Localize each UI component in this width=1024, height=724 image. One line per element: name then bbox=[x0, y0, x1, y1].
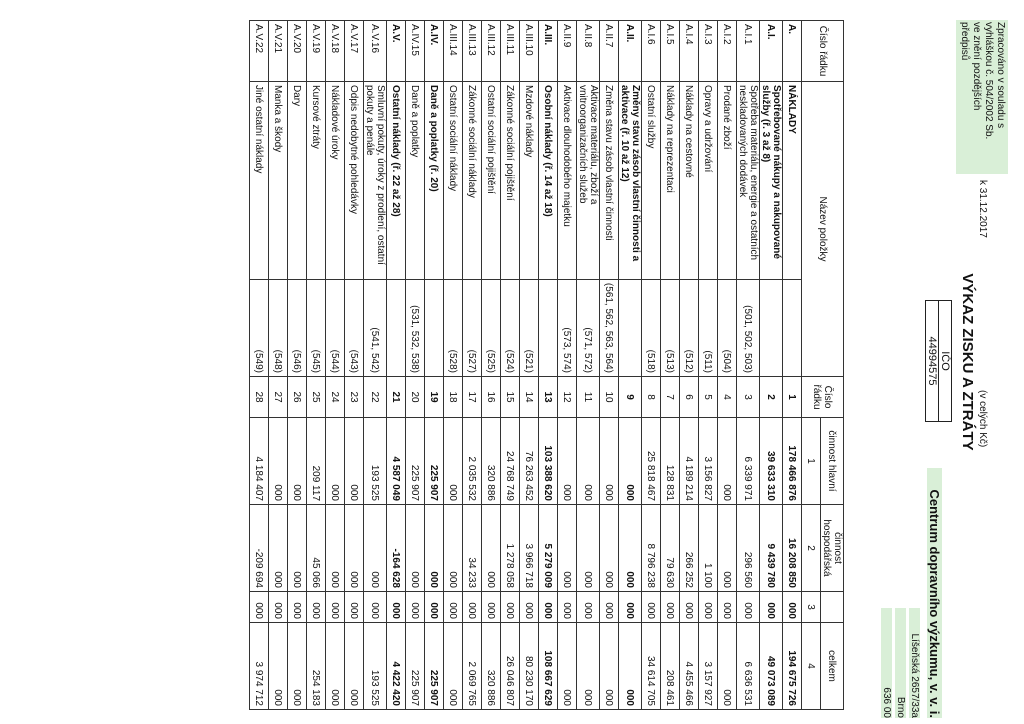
value-main: 193 525 bbox=[364, 418, 387, 505]
row-code: A.I.4 bbox=[680, 21, 699, 82]
row-name: Náklady na cestovné bbox=[680, 82, 699, 280]
value-main: 000 bbox=[326, 418, 345, 505]
column-index: 3 bbox=[802, 592, 821, 623]
value-main: 000 bbox=[619, 418, 642, 505]
row-name: Spotřebované nákupy a nakupované služby (ř. 3 až 8) bbox=[760, 82, 783, 280]
row-code: A.V. bbox=[387, 21, 406, 82]
row-account bbox=[387, 279, 406, 376]
row-account bbox=[760, 279, 783, 376]
table-row bbox=[406, 21, 425, 710]
value-col3: 000 bbox=[250, 592, 269, 623]
row-number: 1 bbox=[783, 377, 802, 418]
row-number: 15 bbox=[501, 377, 520, 418]
value-col3: 000 bbox=[619, 592, 642, 623]
value-economic: 79 630 bbox=[661, 505, 680, 592]
value-total: 000 bbox=[326, 623, 345, 710]
value-total: 26 046 807 bbox=[501, 623, 520, 710]
ico-box bbox=[925, 300, 952, 422]
value-col3: 000 bbox=[577, 592, 600, 623]
value-total: 3 157 927 bbox=[699, 623, 718, 710]
value-col3: 000 bbox=[387, 592, 406, 623]
row-name: Smluvní pokuty, úroky z prodlení, ostatní pokuty a penále bbox=[364, 82, 387, 280]
row-account: (501, 502, 503) bbox=[737, 279, 760, 376]
value-total: 194 675 726 bbox=[783, 623, 802, 710]
value-total: 000 bbox=[577, 623, 600, 710]
row-name: Ostatní služby bbox=[642, 82, 661, 280]
row-account: (513) bbox=[661, 279, 680, 376]
row-code: A.III.13 bbox=[463, 21, 482, 82]
value-total: 000 bbox=[619, 623, 642, 710]
row-account: (571, 572) bbox=[577, 279, 600, 376]
row-code: A.I.6 bbox=[642, 21, 661, 82]
row-code: A.I.2 bbox=[718, 21, 737, 82]
column-index: 2 bbox=[802, 505, 821, 592]
value-col3: 000 bbox=[269, 592, 288, 623]
row-account: (546) bbox=[288, 279, 307, 376]
value-main: 24 768 749 bbox=[501, 418, 520, 505]
table-row bbox=[387, 21, 406, 710]
value-main: 225 907 bbox=[406, 418, 425, 505]
row-account: (541, 542) bbox=[364, 279, 387, 376]
legal-note-line: ve znění pozdějších bbox=[971, 22, 982, 111]
table-row bbox=[345, 21, 364, 710]
value-total: 000 bbox=[288, 623, 307, 710]
legal-note-line: Zpracováno v souladu s bbox=[995, 22, 1006, 129]
row-number: 6 bbox=[680, 377, 699, 418]
row-name: Spotřeba materiálu, energie a ostatních neskladovaných dodávek bbox=[737, 82, 760, 280]
row-account bbox=[619, 279, 642, 376]
row-number: 7 bbox=[661, 377, 680, 418]
row-name: Mzdové náklady bbox=[520, 82, 539, 280]
row-name: Kursové ztráty bbox=[307, 82, 326, 280]
row-code: A.V.20 bbox=[288, 21, 307, 82]
row-account: (545) bbox=[307, 279, 326, 376]
value-total: 000 bbox=[558, 623, 577, 710]
value-col3: 000 bbox=[680, 592, 699, 623]
row-name: Osobní náklady (ř. 14 až 18) bbox=[539, 82, 558, 280]
row-account: (544) bbox=[326, 279, 345, 376]
value-col3: 000 bbox=[718, 592, 737, 623]
value-total: 000 bbox=[444, 623, 463, 710]
row-number: 26 bbox=[288, 377, 307, 418]
value-col3: 000 bbox=[783, 592, 802, 623]
value-total: 320 886 bbox=[482, 623, 501, 710]
row-name: Jiné ostatní náklady bbox=[250, 82, 269, 280]
row-number: 21 bbox=[387, 377, 406, 418]
row-name: Odpis nedobytné pohledávky bbox=[345, 82, 364, 280]
row-account: (524) bbox=[501, 279, 520, 376]
report-title: VÝKAZ ZISKU A ZTRÁTY bbox=[959, 273, 976, 451]
value-main: 225 907 bbox=[425, 418, 444, 505]
value-economic: 000 bbox=[364, 505, 387, 592]
row-code: A.IV.15 bbox=[406, 21, 425, 82]
value-col3: 000 bbox=[600, 592, 619, 623]
value-col3: 000 bbox=[326, 592, 345, 623]
row-name: Změna stavu zásob vlastní činnosti bbox=[600, 82, 619, 280]
value-main: 000 bbox=[558, 418, 577, 505]
row-number: 25 bbox=[307, 377, 326, 418]
row-name: Opravy a udržování bbox=[699, 82, 718, 280]
value-economic: 16 208 850 bbox=[783, 505, 802, 592]
value-main: 178 466 876 bbox=[783, 418, 802, 505]
value-total: 000 bbox=[269, 623, 288, 710]
value-total: 000 bbox=[345, 623, 364, 710]
value-main: 000 bbox=[269, 418, 288, 505]
row-account: (525) bbox=[482, 279, 501, 376]
value-economic: 1 100 bbox=[699, 505, 718, 592]
row-code: A.II. bbox=[619, 21, 642, 82]
organization-name: Centrum dopravního výzkumu, v. v. i. bbox=[927, 468, 942, 718]
value-col3: 000 bbox=[463, 592, 482, 623]
value-main: 320 886 bbox=[482, 418, 501, 505]
value-economic: 296 560 bbox=[737, 505, 760, 592]
value-economic: -209 694 bbox=[250, 505, 269, 592]
value-main: 3 156 827 bbox=[699, 418, 718, 505]
row-name: Zákonné sociální pojištění bbox=[501, 82, 520, 280]
row-number: 23 bbox=[345, 377, 364, 418]
row-name: Daně a poplatky bbox=[406, 82, 425, 280]
ico-label: IČO bbox=[938, 301, 951, 421]
value-col3: 000 bbox=[699, 592, 718, 623]
table-header-row bbox=[821, 21, 844, 710]
value-economic: 9 439 780 bbox=[760, 505, 783, 592]
value-main: 000 bbox=[444, 418, 463, 505]
table-row bbox=[760, 21, 783, 710]
value-col3: 000 bbox=[539, 592, 558, 623]
row-account: (561, 562, 563, 564) bbox=[600, 279, 619, 376]
row-number: 18 bbox=[444, 377, 463, 418]
value-main: 25 818 467 bbox=[642, 418, 661, 505]
value-col3: 000 bbox=[307, 592, 326, 623]
row-code: A.I.1 bbox=[737, 21, 760, 82]
table-row bbox=[680, 21, 699, 710]
value-total: 6 636 531 bbox=[737, 623, 760, 710]
row-code: A.II.8 bbox=[577, 21, 600, 82]
row-account: (527) bbox=[463, 279, 482, 376]
value-economic: 45 066 bbox=[307, 505, 326, 592]
row-account: (511) bbox=[699, 279, 718, 376]
row-number: 22 bbox=[364, 377, 387, 418]
organization-zip: 636 00 bbox=[881, 608, 892, 718]
value-total: 80 230 170 bbox=[520, 623, 539, 710]
value-col3: 000 bbox=[661, 592, 680, 623]
value-main: 4 184 407 bbox=[250, 418, 269, 505]
value-main: 4 587 049 bbox=[387, 418, 406, 505]
row-number: 27 bbox=[269, 377, 288, 418]
row-account: (512) bbox=[680, 279, 699, 376]
value-col3: 000 bbox=[364, 592, 387, 623]
table-row bbox=[364, 21, 387, 710]
value-main: 000 bbox=[577, 418, 600, 505]
value-col3: 000 bbox=[501, 592, 520, 623]
value-economic: 000 bbox=[600, 505, 619, 592]
table-row bbox=[600, 21, 619, 710]
row-code: A.III.11 bbox=[501, 21, 520, 82]
value-total: 49 073 089 bbox=[760, 623, 783, 710]
row-name: Změny stavu zásob vlastní činnosti a aktivace (ř. 10 až 12) bbox=[619, 82, 642, 280]
header-name: Název položky bbox=[802, 82, 844, 377]
ico-value: 44994575 bbox=[926, 336, 938, 386]
row-number: 5 bbox=[699, 377, 718, 418]
value-economic: 000 bbox=[269, 505, 288, 592]
value-main: 4 189 214 bbox=[680, 418, 699, 505]
header-row-number: Číslo řádku bbox=[802, 377, 844, 418]
row-code: A.V.22 bbox=[250, 21, 269, 82]
table-row bbox=[326, 21, 345, 710]
row-number: 17 bbox=[463, 377, 482, 418]
organization-city: Brno bbox=[895, 608, 906, 718]
table-row bbox=[520, 21, 539, 710]
value-col3: 000 bbox=[425, 592, 444, 623]
row-number: 2 bbox=[760, 377, 783, 418]
table-row bbox=[619, 21, 642, 710]
value-economic: 000 bbox=[326, 505, 345, 592]
row-name: Ostatní náklady (ř. 22 až 28) bbox=[387, 82, 406, 280]
value-economic: 1 278 058 bbox=[501, 505, 520, 592]
row-number: 28 bbox=[250, 377, 269, 418]
table-row bbox=[501, 21, 520, 710]
row-code: A.V.18 bbox=[326, 21, 345, 82]
value-total: 254 183 bbox=[307, 623, 326, 710]
value-total: 000 bbox=[600, 623, 619, 710]
value-total: 000 bbox=[718, 623, 737, 710]
row-account bbox=[539, 279, 558, 376]
row-account: (518) bbox=[642, 279, 661, 376]
value-total: 225 907 bbox=[425, 623, 444, 710]
value-total: 2 069 765 bbox=[463, 623, 482, 710]
row-code: A.I.5 bbox=[661, 21, 680, 82]
organization-street: Líšeňská 2657/33a bbox=[909, 608, 920, 718]
value-main: 000 bbox=[345, 418, 364, 505]
value-main: 000 bbox=[718, 418, 737, 505]
row-code: A. bbox=[783, 21, 802, 82]
row-code: A.I.3 bbox=[699, 21, 718, 82]
value-col3: 000 bbox=[737, 592, 760, 623]
table-row bbox=[250, 21, 269, 710]
row-number: 11 bbox=[577, 377, 600, 418]
table-row bbox=[307, 21, 326, 710]
value-economic: 000 bbox=[558, 505, 577, 592]
value-col3: 000 bbox=[288, 592, 307, 623]
row-number: 10 bbox=[600, 377, 619, 418]
row-account: (504) bbox=[718, 279, 737, 376]
row-code: A.V.21 bbox=[269, 21, 288, 82]
table-row bbox=[783, 21, 802, 710]
value-economic: 8 796 238 bbox=[642, 505, 661, 592]
column-index: 4 bbox=[802, 623, 821, 710]
value-economic: 000 bbox=[425, 505, 444, 592]
value-total: 193 525 bbox=[364, 623, 387, 710]
value-total: 3 974 712 bbox=[250, 623, 269, 710]
value-economic: 000 bbox=[718, 505, 737, 592]
row-name: Aktivace materiálu, zboží a vnitroorganizačních služeb bbox=[577, 82, 600, 280]
row-account: (531, 532, 538) bbox=[406, 279, 425, 376]
currency-unit: (v celých Kč) bbox=[977, 390, 988, 448]
value-col3: 000 bbox=[482, 592, 501, 623]
row-code: A.IV. bbox=[425, 21, 444, 82]
row-number: 8 bbox=[642, 377, 661, 418]
row-code: A.V.16 bbox=[364, 21, 387, 82]
value-main: 76 263 452 bbox=[520, 418, 539, 505]
value-economic: -164 628 bbox=[387, 505, 406, 592]
value-economic: 34 233 bbox=[463, 505, 482, 592]
row-number: 3 bbox=[737, 377, 760, 418]
table-row bbox=[558, 21, 577, 710]
value-economic: 000 bbox=[288, 505, 307, 592]
column-index: 1 bbox=[802, 418, 821, 505]
row-name: Zákonné sociální náklady bbox=[463, 82, 482, 280]
value-col3: 000 bbox=[345, 592, 364, 623]
value-main: 128 831 bbox=[661, 418, 680, 505]
row-number: 14 bbox=[520, 377, 539, 418]
row-code: A.V.17 bbox=[345, 21, 364, 82]
profit-loss-table bbox=[249, 20, 844, 710]
row-number: 16 bbox=[482, 377, 501, 418]
row-number: 13 bbox=[539, 377, 558, 418]
row-code: A.III.10 bbox=[520, 21, 539, 82]
value-total: 4 422 420 bbox=[387, 623, 406, 710]
row-account bbox=[425, 279, 444, 376]
value-col3: 000 bbox=[520, 592, 539, 623]
header-economic-activity: činnost hospodářská bbox=[821, 505, 844, 592]
row-account: (548) bbox=[269, 279, 288, 376]
row-name: Aktivace dlouhodobého majetku bbox=[558, 82, 577, 280]
value-economic: 000 bbox=[482, 505, 501, 592]
value-main: 2 035 532 bbox=[463, 418, 482, 505]
value-economic: 266 252 bbox=[680, 505, 699, 592]
table-row bbox=[482, 21, 501, 710]
value-total: 108 667 629 bbox=[539, 623, 558, 710]
header-code: Číslo řádku bbox=[802, 21, 844, 82]
header-total: celkem bbox=[821, 623, 844, 710]
table-row bbox=[718, 21, 737, 710]
value-economic: 000 bbox=[345, 505, 364, 592]
table-row bbox=[539, 21, 558, 710]
row-number: 9 bbox=[619, 377, 642, 418]
row-number: 20 bbox=[406, 377, 425, 418]
row-number: 4 bbox=[718, 377, 737, 418]
value-economic: 000 bbox=[577, 505, 600, 592]
table-row bbox=[699, 21, 718, 710]
table-row bbox=[661, 21, 680, 710]
row-code: A.II.9 bbox=[558, 21, 577, 82]
row-name: Daně a poplatky (ř. 20) bbox=[425, 82, 444, 280]
header-col-3 bbox=[821, 592, 844, 623]
row-account: (543) bbox=[345, 279, 364, 376]
row-code: A.III.12 bbox=[482, 21, 501, 82]
header-main-activity: činnost hlavní bbox=[821, 418, 844, 505]
table-row bbox=[737, 21, 760, 710]
value-economic: 000 bbox=[619, 505, 642, 592]
table-row bbox=[444, 21, 463, 710]
row-name: Dary bbox=[288, 82, 307, 280]
value-col3: 000 bbox=[444, 592, 463, 623]
value-col3: 000 bbox=[760, 592, 783, 623]
value-total: 34 614 705 bbox=[642, 623, 661, 710]
row-account: (549) bbox=[250, 279, 269, 376]
row-code: A.II.7 bbox=[600, 21, 619, 82]
row-code: A.III. bbox=[539, 21, 558, 82]
value-main: 103 388 620 bbox=[539, 418, 558, 505]
value-economic: 5 279 009 bbox=[539, 505, 558, 592]
value-main: 000 bbox=[600, 418, 619, 505]
row-name: Manka a škody bbox=[269, 82, 288, 280]
value-total: 4 455 466 bbox=[680, 623, 699, 710]
value-total: 225 907 bbox=[406, 623, 425, 710]
value-main: 39 633 310 bbox=[760, 418, 783, 505]
row-name: Náklady na reprezentaci bbox=[661, 82, 680, 280]
row-account: (528) bbox=[444, 279, 463, 376]
table-row bbox=[425, 21, 444, 710]
value-col3: 000 bbox=[642, 592, 661, 623]
row-number: 19 bbox=[425, 377, 444, 418]
row-account: (521) bbox=[520, 279, 539, 376]
row-code: A.V.19 bbox=[307, 21, 326, 82]
value-economic: 3 966 718 bbox=[520, 505, 539, 592]
value-main: 209 117 bbox=[307, 418, 326, 505]
row-code: A.III.14 bbox=[444, 21, 463, 82]
value-economic: 000 bbox=[406, 505, 425, 592]
table-row bbox=[269, 21, 288, 710]
row-number: 24 bbox=[326, 377, 345, 418]
row-code: A.I. bbox=[760, 21, 783, 82]
value-economic: 000 bbox=[444, 505, 463, 592]
row-number: 12 bbox=[558, 377, 577, 418]
table-row bbox=[642, 21, 661, 710]
table-row bbox=[577, 21, 600, 710]
report-date: k 31.12.2017 bbox=[977, 180, 988, 238]
table-row bbox=[463, 21, 482, 710]
row-name: Ostatní sociální náklady bbox=[444, 82, 463, 280]
legal-note-line: předpisů bbox=[959, 22, 970, 61]
row-name: Ostatní sociální pojištění bbox=[482, 82, 501, 280]
row-name: Nákladové úroky bbox=[326, 82, 345, 280]
row-account: (573, 574) bbox=[558, 279, 577, 376]
value-main: 6 339 971 bbox=[737, 418, 760, 505]
table-row bbox=[288, 21, 307, 710]
value-col3: 000 bbox=[558, 592, 577, 623]
value-main: 000 bbox=[288, 418, 307, 505]
row-name: Prodané zboží bbox=[718, 82, 737, 280]
legal-note-line: vyhláškou č. 504/2002 Sb. bbox=[983, 22, 994, 140]
row-account bbox=[783, 279, 802, 376]
value-total: 208 461 bbox=[661, 623, 680, 710]
row-name: NÁKLADY bbox=[783, 82, 802, 280]
value-col3: 000 bbox=[406, 592, 425, 623]
